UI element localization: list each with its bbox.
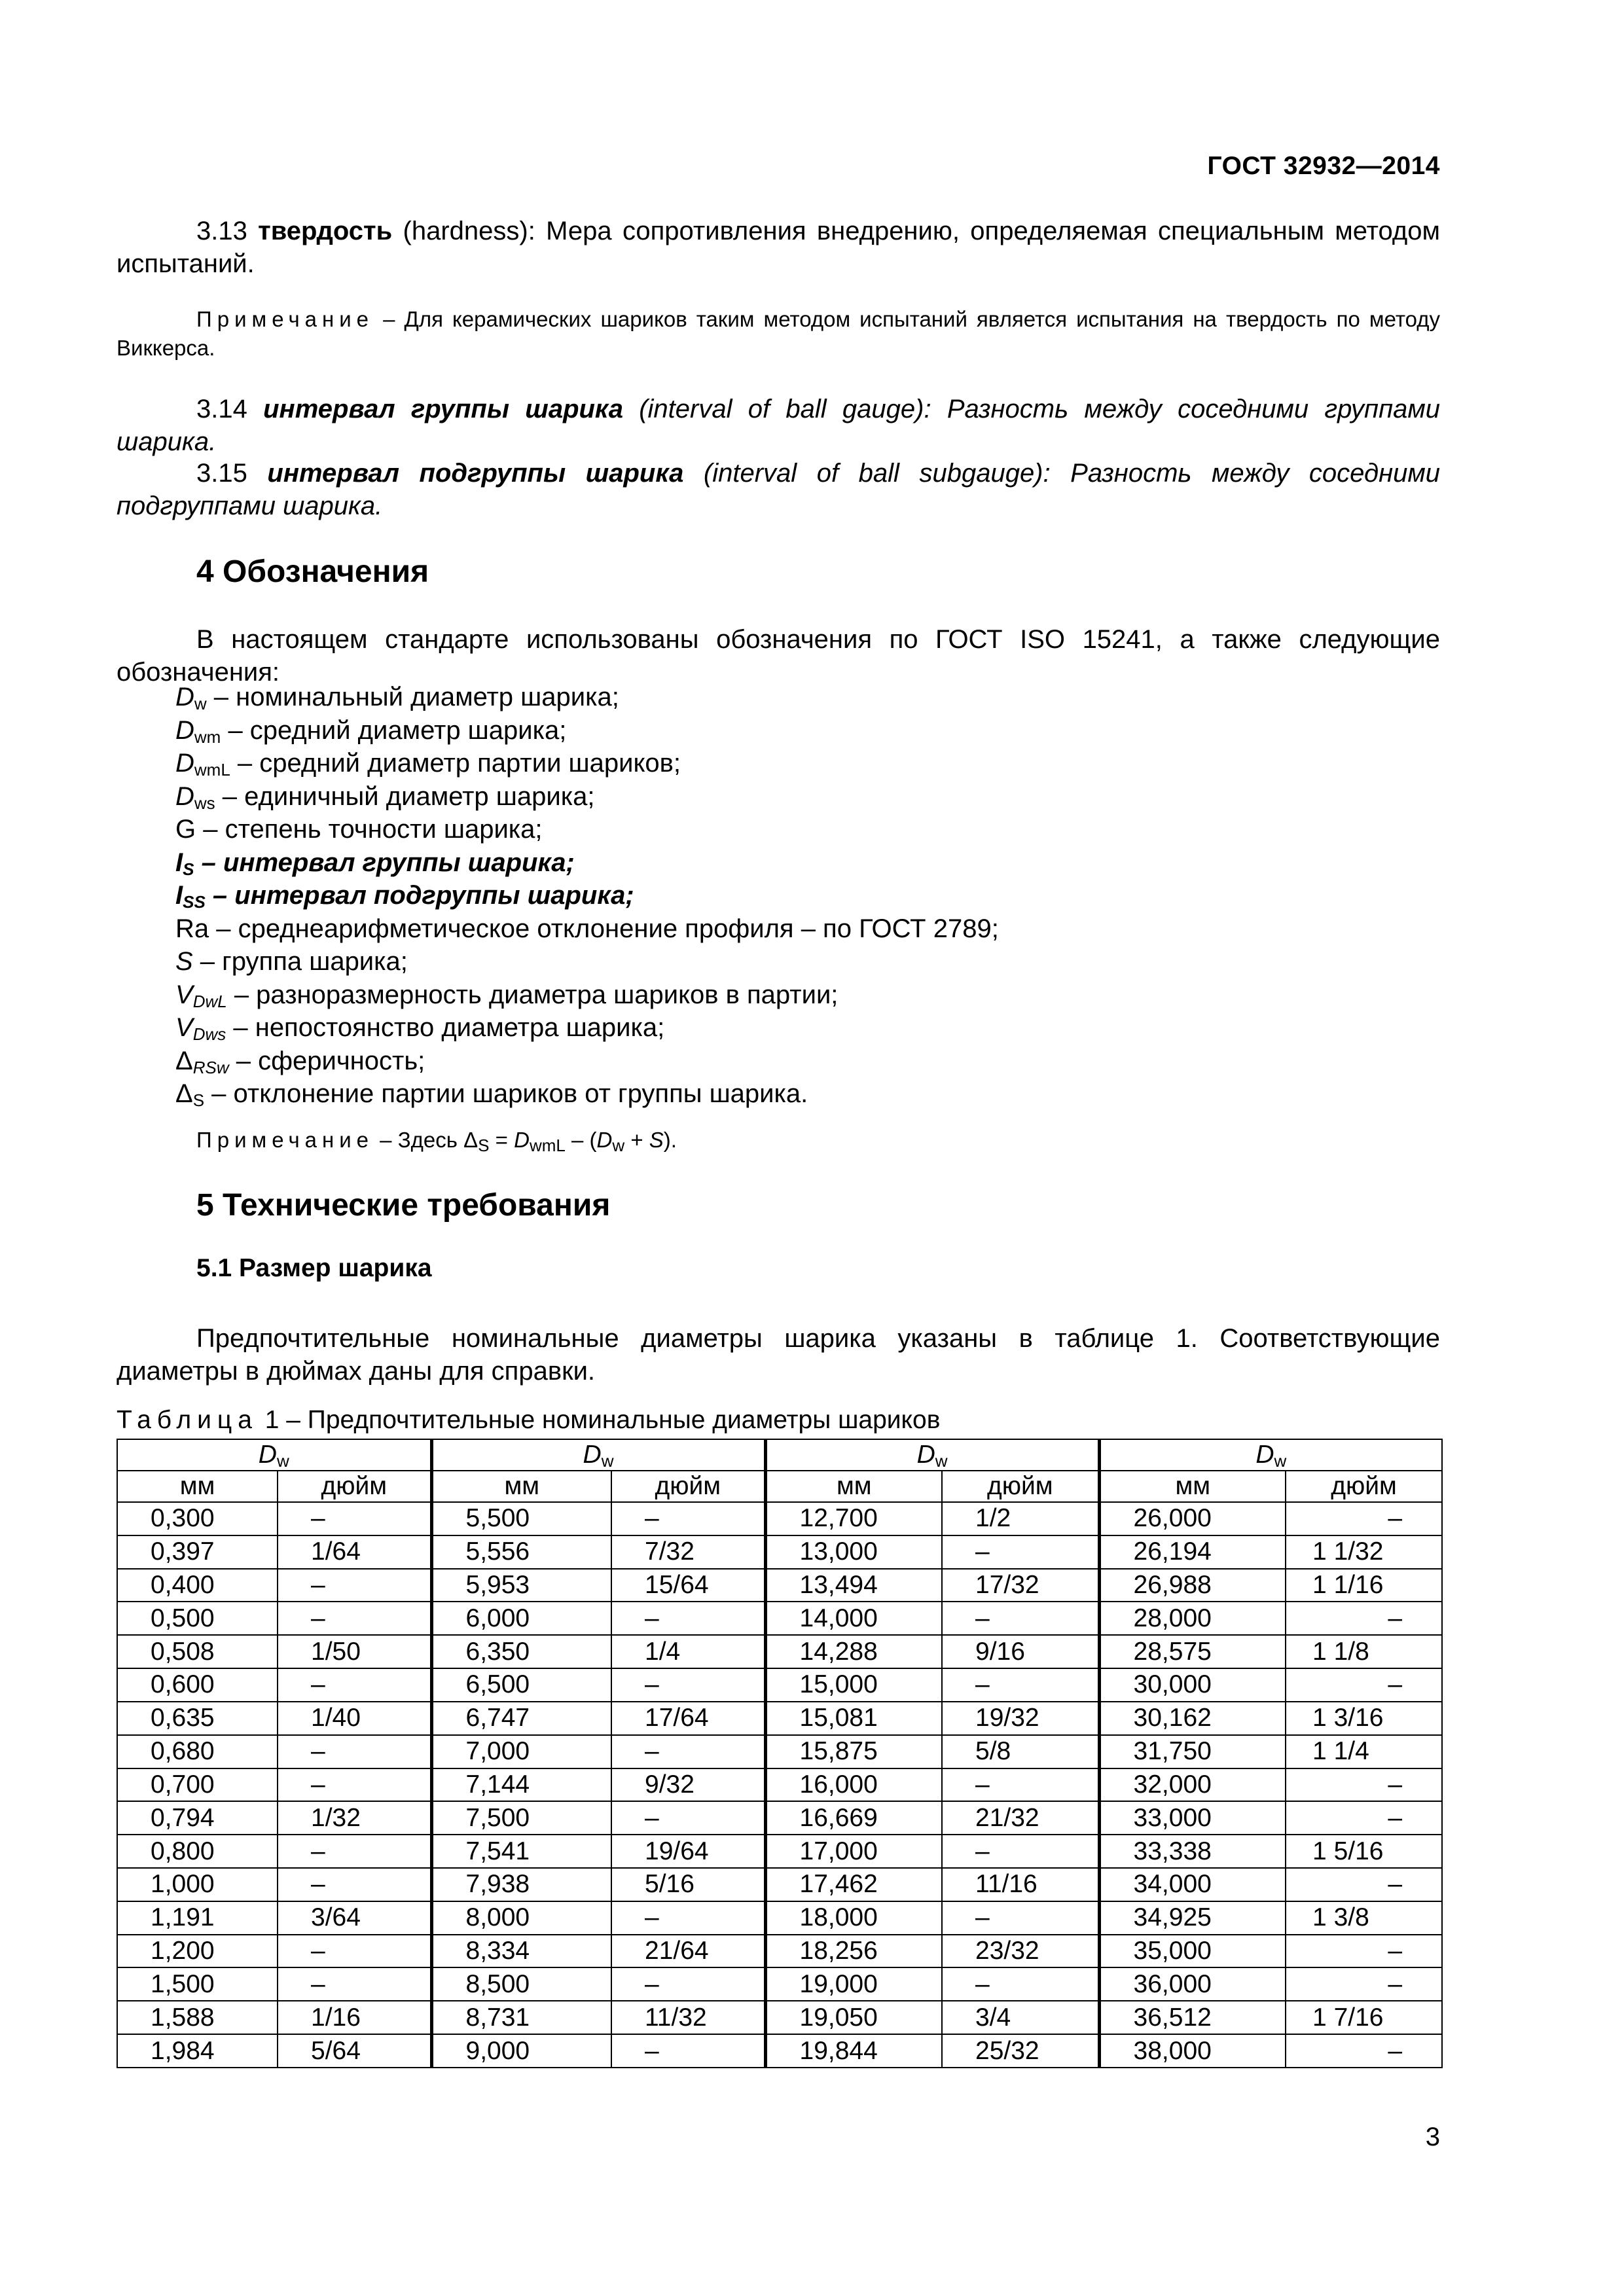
table-cell: 36,000: [1099, 1967, 1286, 2001]
term: твердость: [258, 217, 393, 245]
table-cell: 1 7/16: [1286, 2001, 1442, 2034]
table-cell: 1/16: [278, 2001, 431, 2034]
table-cell: –: [611, 1801, 765, 1835]
table-cell: 30,162: [1099, 1702, 1286, 1735]
table-row: [117, 2001, 1442, 2034]
definition-3-15: 3.15 интервал подгруппы шарика (interval of ball subgauge): Разность между соседними подгруппами шарика.: [117, 459, 1440, 520]
symbol-item: $I_{SS}$ – интервал подгруппы шарика;: [175, 881, 634, 912]
table-cell: 35,000: [1099, 1935, 1286, 1968]
table-cell: 6,350: [431, 1635, 611, 1668]
table-cell: 6,000: [431, 1602, 611, 1635]
table-cell: –: [278, 1502, 431, 1535]
symbol-item: $D_w$ – номинальный диаметр шарика;: [175, 683, 619, 713]
table-row: [117, 1702, 1442, 1735]
section-5-title: 5 Технические требования: [196, 1188, 611, 1223]
table-cell: 5/8: [942, 1735, 1099, 1768]
table-cell: 0,680: [117, 1735, 278, 1768]
col-inch: дюйм: [942, 1471, 1099, 1502]
table-cell: 11/16: [942, 1868, 1099, 1901]
symbol-item: $\Delta_{RSw}$ – сферичность;: [175, 1046, 425, 1077]
table-cell: –: [942, 1535, 1099, 1569]
table-cell: 21/64: [611, 1935, 765, 1968]
table-cell: 7,938: [431, 1868, 611, 1901]
table-cell: 0,500: [117, 1602, 278, 1635]
table-cell: 15,000: [765, 1668, 942, 1702]
table-row: [117, 1602, 1442, 1635]
table-cell: –: [942, 1835, 1099, 1868]
note-3-13: Примечание – Для керамических шариков таким методом испытаний является испытания на твердость по методу Виккерса.: [117, 307, 1440, 360]
table-cell: 34,000: [1099, 1868, 1286, 1901]
table-cell: 7,144: [431, 1768, 611, 1802]
col-mm: мм: [765, 1471, 942, 1502]
table-cell: 0,794: [117, 1801, 278, 1835]
table-cell: –: [942, 1768, 1099, 1802]
table-cell: –: [611, 1967, 765, 2001]
table-cell: –: [1286, 2034, 1442, 2068]
table-cell: –: [278, 1569, 431, 1602]
table-cell: 1,200: [117, 1935, 278, 1968]
table-cell: 5,500: [431, 1502, 611, 1535]
table-cell: 9,000: [431, 2034, 611, 2068]
definition-3-13: 3.13 твердость (hardness): Мера сопротивления внедрению, определяемая специальным методом испытаний.: [117, 217, 1440, 278]
group-header: $D_w$: [117, 1439, 431, 1471]
table-cell: –: [278, 1768, 431, 1802]
table-cell: 13,494: [765, 1569, 942, 1602]
table-cell: 0,600: [117, 1668, 278, 1702]
page-number: 3: [1425, 2123, 1440, 2151]
table-cell: 1,500: [117, 1967, 278, 2001]
section-5-1-title: 5.1 Размер шарика: [196, 1254, 432, 1282]
group-header: $D_w$: [765, 1439, 1099, 1471]
table-cell: 15,875: [765, 1735, 942, 1768]
table-cell: 1 1/32: [1286, 1535, 1442, 1569]
table-cell: 1,588: [117, 2001, 278, 2034]
document-header: ГОСТ 32932—2014: [1207, 152, 1440, 180]
table-cell: 19/32: [942, 1702, 1099, 1735]
table-cell: 0,397: [117, 1535, 278, 1569]
table-cell: 16,000: [765, 1768, 942, 1802]
table-cell: 18,256: [765, 1935, 942, 1968]
table-cell: 15/64: [611, 1569, 765, 1602]
col-inch: дюйм: [611, 1471, 765, 1502]
symbol-item: S – группа шарика;: [175, 947, 408, 976]
table-cell: 1/50: [278, 1635, 431, 1668]
table-cell: 26,194: [1099, 1535, 1286, 1569]
col-mm: мм: [1099, 1471, 1286, 1502]
section-5-1-intro: Предпочтительные номинальные диаметры шарика указаны в таблице 1. Соответствующие диаметры в дюймах даны для справки.: [117, 1324, 1440, 1386]
table-cell: –: [278, 1868, 431, 1901]
table-cell: 8,000: [431, 1901, 611, 1935]
table-cell: 17/64: [611, 1702, 765, 1735]
table-cell: 0,635: [117, 1702, 278, 1735]
table-cell: 3/4: [942, 2001, 1099, 2034]
table-cell: 3/64: [278, 1901, 431, 1935]
note-label: Примечание: [196, 1128, 374, 1152]
table-cell: 7,541: [431, 1835, 611, 1868]
col-inch: дюйм: [278, 1471, 431, 1502]
table-cell: –: [611, 2034, 765, 2068]
table-row: [117, 1668, 1442, 1702]
table-cell: 1/64: [278, 1535, 431, 1569]
symbol-item: $\Delta_S$ – отклонение партии шариков от группы шарика.: [175, 1079, 808, 1110]
symbol-item: $I_S$ – интервал группы шарика;: [175, 848, 575, 879]
table-cell: 8,731: [431, 2001, 611, 2034]
symbol-item: $D_{wm}$ – средний диаметр шарика;: [175, 715, 567, 747]
table-cell: 19,000: [765, 1967, 942, 2001]
table-cell: –: [611, 1735, 765, 1768]
table-row: [117, 1835, 1442, 1868]
table-cell: 12,700: [765, 1502, 942, 1535]
table-row: [117, 2034, 1442, 2068]
table-cell: 1 1/8: [1286, 1635, 1442, 1668]
table-cell: 25/32: [942, 2034, 1099, 2068]
table-row: [117, 1901, 1442, 1935]
table-cell: 1 1/4: [1286, 1735, 1442, 1768]
note-section-4: Примечание – Здесь $\Delta_S = D_{wmL} - (D_w + S)$.: [196, 1128, 677, 1155]
table-cell: 26,000: [1099, 1502, 1286, 1535]
table-cell: 6,747: [431, 1702, 611, 1735]
table-cell: 18,000: [765, 1901, 942, 1935]
table-cell: 1/4: [611, 1635, 765, 1668]
symbol-item: G – степень точности шарика;: [175, 815, 543, 844]
table-row: [117, 1935, 1442, 1968]
table-row: [117, 1535, 1442, 1569]
table-cell: 8,334: [431, 1935, 611, 1968]
table-cell: 17/32: [942, 1569, 1099, 1602]
symbol-item: $V_{DwL}$ – разноразмерность диаметра шариков в партии;: [175, 980, 839, 1011]
table-cell: 16,669: [765, 1801, 942, 1835]
symbol-item: $V_{Dws}$ – непостоянство диаметра шарика;: [175, 1013, 665, 1044]
table-cell: 11/32: [611, 2001, 765, 2034]
table-body: [117, 1502, 1442, 2068]
symbol-item: Ra – среднеарифметическое отклонение профиля – по ГОСТ 2789;: [175, 914, 999, 943]
table-cell: 8,500: [431, 1967, 611, 2001]
group-header: $D_w$: [1099, 1439, 1442, 1471]
table-cell: –: [1286, 1668, 1442, 1702]
table-cell: –: [278, 1967, 431, 2001]
table-cell: –: [1286, 1935, 1442, 1968]
table-cell: 5,953: [431, 1569, 611, 1602]
table-cell: 21/32: [942, 1801, 1099, 1835]
table-row: [117, 1967, 1442, 2001]
table-cell: 7,000: [431, 1735, 611, 1768]
col-mm: мм: [431, 1471, 611, 1502]
table-cell: 1 3/16: [1286, 1702, 1442, 1735]
symbols-list: [175, 681, 1419, 1111]
table-row: [117, 1735, 1442, 1768]
table-cell: –: [278, 1602, 431, 1635]
symbol-item: $D_{wmL}$ – средний диаметр партии шариков;: [175, 749, 681, 780]
table-cell: –: [1286, 1602, 1442, 1635]
section-4-intro: В настоящем стандарте использованы обозначения по ГОСТ ISO 15241, а также следующие обозначения:: [117, 625, 1440, 687]
table-row: [117, 1768, 1442, 1802]
table-cell: –: [1286, 1768, 1442, 1802]
table-row: [117, 1868, 1442, 1901]
table-caption: Таблица 1 – Предпочтительные номинальные диаметры шариков: [117, 1406, 941, 1434]
definition-3-14: 3.14 интервал группы шарика (interval of ball gauge): Разность между соседними группами шарика.: [117, 395, 1440, 456]
table-cell: 9/32: [611, 1768, 765, 1802]
section-4-title: 4 Обозначения: [196, 554, 429, 589]
table-cell: 26,988: [1099, 1569, 1286, 1602]
table-cell: 1 3/8: [1286, 1901, 1442, 1935]
table-cell: 0,400: [117, 1569, 278, 1602]
table-cell: –: [611, 1502, 765, 1535]
table-cell: 6,500: [431, 1668, 611, 1702]
table-group-header: [117, 1439, 1442, 1471]
table-cell: –: [611, 1602, 765, 1635]
term: интервал подгруппы шарика: [267, 459, 684, 488]
table-cell: 19,050: [765, 2001, 942, 2034]
col-inch: дюйм: [1286, 1471, 1442, 1502]
table-cell: –: [942, 1668, 1099, 1702]
table-cell: 15,081: [765, 1702, 942, 1735]
table-cell: 23/32: [942, 1935, 1099, 1968]
table-cell: 1/40: [278, 1702, 431, 1735]
table-cell: 14,000: [765, 1602, 942, 1635]
term: интервал группы шарика: [263, 395, 623, 423]
table-cell: 0,800: [117, 1835, 278, 1868]
group-header: $D_w$: [431, 1439, 765, 1471]
symbol-item: $D_{ws}$ – единичный диаметр шарика;: [175, 781, 595, 813]
table-cell: 0,300: [117, 1502, 278, 1535]
table-cell: –: [278, 1735, 431, 1768]
table-cell: –: [611, 1668, 765, 1702]
table-cell: 33,000: [1099, 1801, 1286, 1835]
table-cell: 5/16: [611, 1868, 765, 1901]
table-cell: 28,575: [1099, 1635, 1286, 1668]
table-cell: –: [1286, 1801, 1442, 1835]
table-cell: 28,000: [1099, 1602, 1286, 1635]
table-cell: 1,191: [117, 1901, 278, 1935]
table-cell: 17,000: [765, 1835, 942, 1868]
table-cell: –: [1286, 1967, 1442, 2001]
table-cell: 34,925: [1099, 1901, 1286, 1935]
table-cell: 1,984: [117, 2034, 278, 2068]
table-cell: 31,750: [1099, 1735, 1286, 1768]
table-cell: 19/64: [611, 1835, 765, 1868]
table-row: [117, 1635, 1442, 1668]
table-cell: 0,700: [117, 1768, 278, 1802]
table-cell: 33,338: [1099, 1835, 1286, 1868]
table-cell: –: [278, 1935, 431, 1968]
table-unit-header: [117, 1471, 1442, 1502]
table-cell: –: [942, 1901, 1099, 1935]
table-cell: 5/64: [278, 2034, 431, 2068]
table-cell: 9/16: [942, 1635, 1099, 1668]
table-cell: 14,288: [765, 1635, 942, 1668]
table-cell: –: [1286, 1868, 1442, 1901]
table-cell: –: [278, 1668, 431, 1702]
table-cell: 32,000: [1099, 1768, 1286, 1802]
table-cell: 1/2: [942, 1502, 1099, 1535]
col-mm: мм: [117, 1471, 278, 1502]
table-cell: –: [1286, 1502, 1442, 1535]
table-row: [117, 1801, 1442, 1835]
table-cell: 1/32: [278, 1801, 431, 1835]
table-cell: 1 5/16: [1286, 1835, 1442, 1868]
table-cell: 7/32: [611, 1535, 765, 1569]
table-cell: –: [942, 1967, 1099, 2001]
table-cell: 7,500: [431, 1801, 611, 1835]
table-cell: 38,000: [1099, 2034, 1286, 2068]
table-cell: 17,462: [765, 1868, 942, 1901]
note-label: Примечание: [196, 307, 374, 331]
table-cell: –: [278, 1835, 431, 1868]
table-cell: 30,000: [1099, 1668, 1286, 1702]
table-cell: 1 1/16: [1286, 1569, 1442, 1602]
diameters-table: [117, 1439, 1443, 2068]
table-cell: 5,556: [431, 1535, 611, 1569]
table-cell: 36,512: [1099, 2001, 1286, 2034]
table-cell: 19,844: [765, 2034, 942, 2068]
table-cell: –: [942, 1602, 1099, 1635]
table-cell: –: [611, 1901, 765, 1935]
table-row: [117, 1502, 1442, 1535]
table-cell: 13,000: [765, 1535, 942, 1569]
table-row: [117, 1569, 1442, 1602]
table-cell: 1,000: [117, 1868, 278, 1901]
table-cell: 0,508: [117, 1635, 278, 1668]
